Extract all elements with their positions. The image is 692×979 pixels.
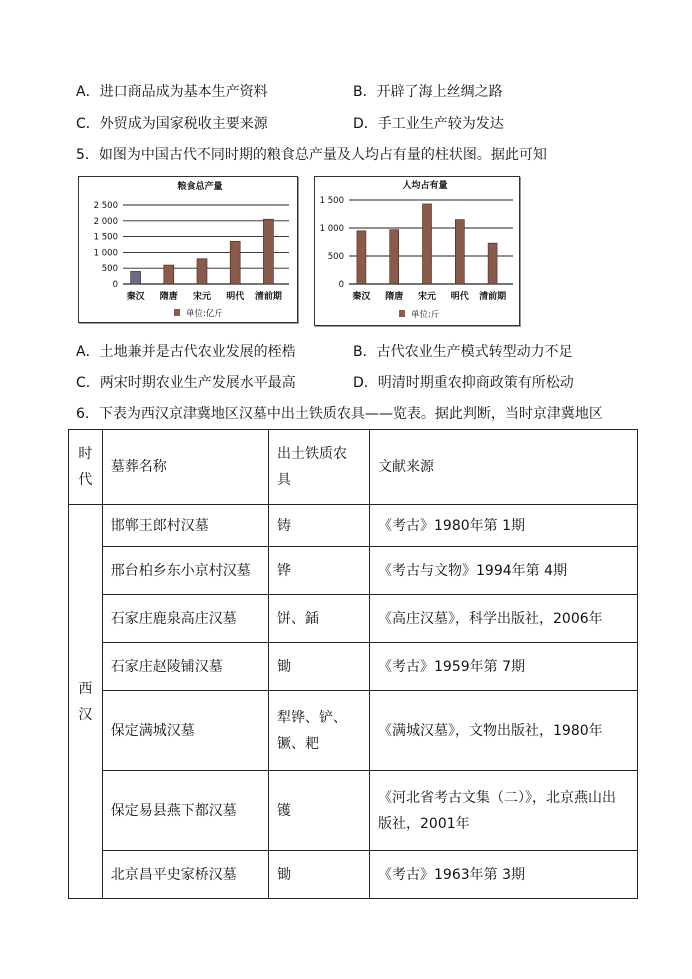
y-tick-label: 500: [327, 252, 344, 262]
table-row: [69, 547, 638, 595]
q5-option-c: C．两宋时期农业生产发展水平最高: [76, 375, 296, 391]
bar: [164, 265, 174, 284]
y-tick-label: 2 000: [93, 216, 118, 227]
y-tick-label: 500: [101, 264, 118, 275]
q4-option-c: C．外贸成为国家税收主要来源: [76, 116, 268, 132]
y-tick-label: 1 500: [93, 232, 118, 243]
tomb-name-cell: 保定易县燕下都汉墓: [102, 771, 268, 851]
source-cell: 《高庄汉墓》，科学出版社，2006年: [370, 595, 638, 643]
source-cell: 《考古》1963年第 3期: [370, 851, 638, 899]
header-source: 文献来源: [370, 430, 638, 505]
q5-option-d: D．明清时期重农抑商政策有所松动: [353, 375, 574, 391]
header-era: 时代: [69, 430, 103, 505]
bar: [131, 271, 141, 284]
chart-title: 粮食总产量: [177, 182, 223, 192]
q4-option-a: A．进口商品成为基本生产资料: [76, 84, 268, 100]
y-tick-label: 2 500: [93, 201, 118, 211]
bar: [263, 219, 273, 284]
tools-cell: 犁铧、铲、镢、耙: [269, 691, 370, 771]
tools-cell: 饼、鍤: [269, 595, 370, 643]
y-tick-label: 0: [338, 280, 344, 290]
y-tick-label: 1 000: [93, 248, 118, 259]
bar: [455, 220, 464, 284]
tomb-name-cell: 保定满城汉墓: [102, 691, 268, 771]
tools-cell: 锄: [269, 643, 370, 691]
category-label: 宋元: [417, 292, 437, 302]
era-cell: 西汉: [69, 505, 103, 899]
tools-cell: 锄: [269, 851, 370, 899]
source-cell: 《考古》1980年第 1期: [370, 505, 638, 547]
tomb-name-cell: 北京昌平史家桥汉墓: [102, 851, 268, 899]
legend-swatch: [399, 310, 405, 317]
table-row: [69, 691, 638, 771]
chart-total-output-svg: [79, 177, 297, 322]
chart-per-capita: [314, 176, 520, 326]
source-cell: 《考古》1959年第 7期: [370, 643, 638, 691]
table-row: [69, 771, 638, 851]
bar: [197, 259, 207, 284]
source-cell: 《考古与文物》1994年第 4期: [370, 547, 638, 595]
table-row: [69, 595, 638, 643]
source-cell: 《满城汉墓》，文物出版社，1980年: [370, 691, 638, 771]
category-label: 清前期: [254, 292, 282, 302]
bar: [357, 231, 366, 284]
q6-table: [68, 429, 638, 899]
header-tomb-name: 墓葬名称: [102, 430, 268, 505]
q5-stem: 5．如图为中国古代不同时期的粮食总产量及人均占有量的柱状图。据此可知: [76, 147, 547, 163]
y-tick-label: 1 000: [319, 224, 344, 234]
chart-total-output: [78, 176, 298, 323]
tomb-name-cell: 邢台柏乡东小京村汉墓: [102, 547, 268, 595]
tomb-name-cell: 邯郸王郎村汉墓: [102, 505, 268, 547]
category-label: 秦汉: [352, 292, 371, 302]
table-row: [69, 643, 638, 691]
unit-label: 单位:亿斤: [186, 309, 223, 319]
bar: [488, 243, 497, 284]
tomb-name-cell: 石家庄鹿泉高庄汉墓: [102, 595, 268, 643]
bar: [390, 230, 399, 284]
source-cell: 《河北省考古文集（二）》，北京燕山出版社，2001年: [370, 771, 638, 851]
category-label: 隋唐: [159, 292, 178, 302]
y-tick-label: 1 500: [319, 196, 344, 206]
category-label: 宋元: [192, 292, 212, 302]
q5-option-b: B．古代农业生产模式转型动力不足: [353, 344, 573, 360]
category-label: 隋唐: [385, 292, 404, 302]
chart-title: 人均占有量: [402, 181, 448, 191]
bar: [423, 204, 432, 284]
category-label: 清前期: [479, 292, 507, 302]
y-tick-label: 0: [112, 280, 118, 290]
legend-swatch: [174, 309, 180, 316]
q5-option-a: A．土地兼并是古代农业发展的桎梏: [76, 344, 296, 360]
bar: [230, 241, 240, 284]
tools-cell: 镬: [269, 771, 370, 851]
category-label: 明代: [450, 292, 469, 302]
tools-cell: 铧: [269, 547, 370, 595]
table-header-row: [69, 430, 638, 505]
q4-option-d: D．手工业生产较为发达: [353, 116, 504, 132]
tools-cell: 铸: [269, 505, 370, 547]
table-row: [69, 851, 638, 899]
table-row: [69, 505, 638, 547]
category-label: 明代: [226, 292, 245, 302]
category-label: 秦汉: [126, 292, 145, 302]
q4-option-b: B．开辟了海上丝绸之路: [353, 84, 503, 100]
chart-per-capita-svg: [315, 177, 519, 325]
header-tools: 出土铁质农具: [269, 430, 370, 505]
unit-label: 单位:斤: [411, 310, 440, 320]
q6-stem: 6．下表为西汉京津冀地区汉墓中出土铁质农具——览表。据此判断，当时京津冀地区: [76, 406, 603, 422]
tomb-name-cell: 石家庄赵陵铺汉墓: [102, 643, 268, 691]
